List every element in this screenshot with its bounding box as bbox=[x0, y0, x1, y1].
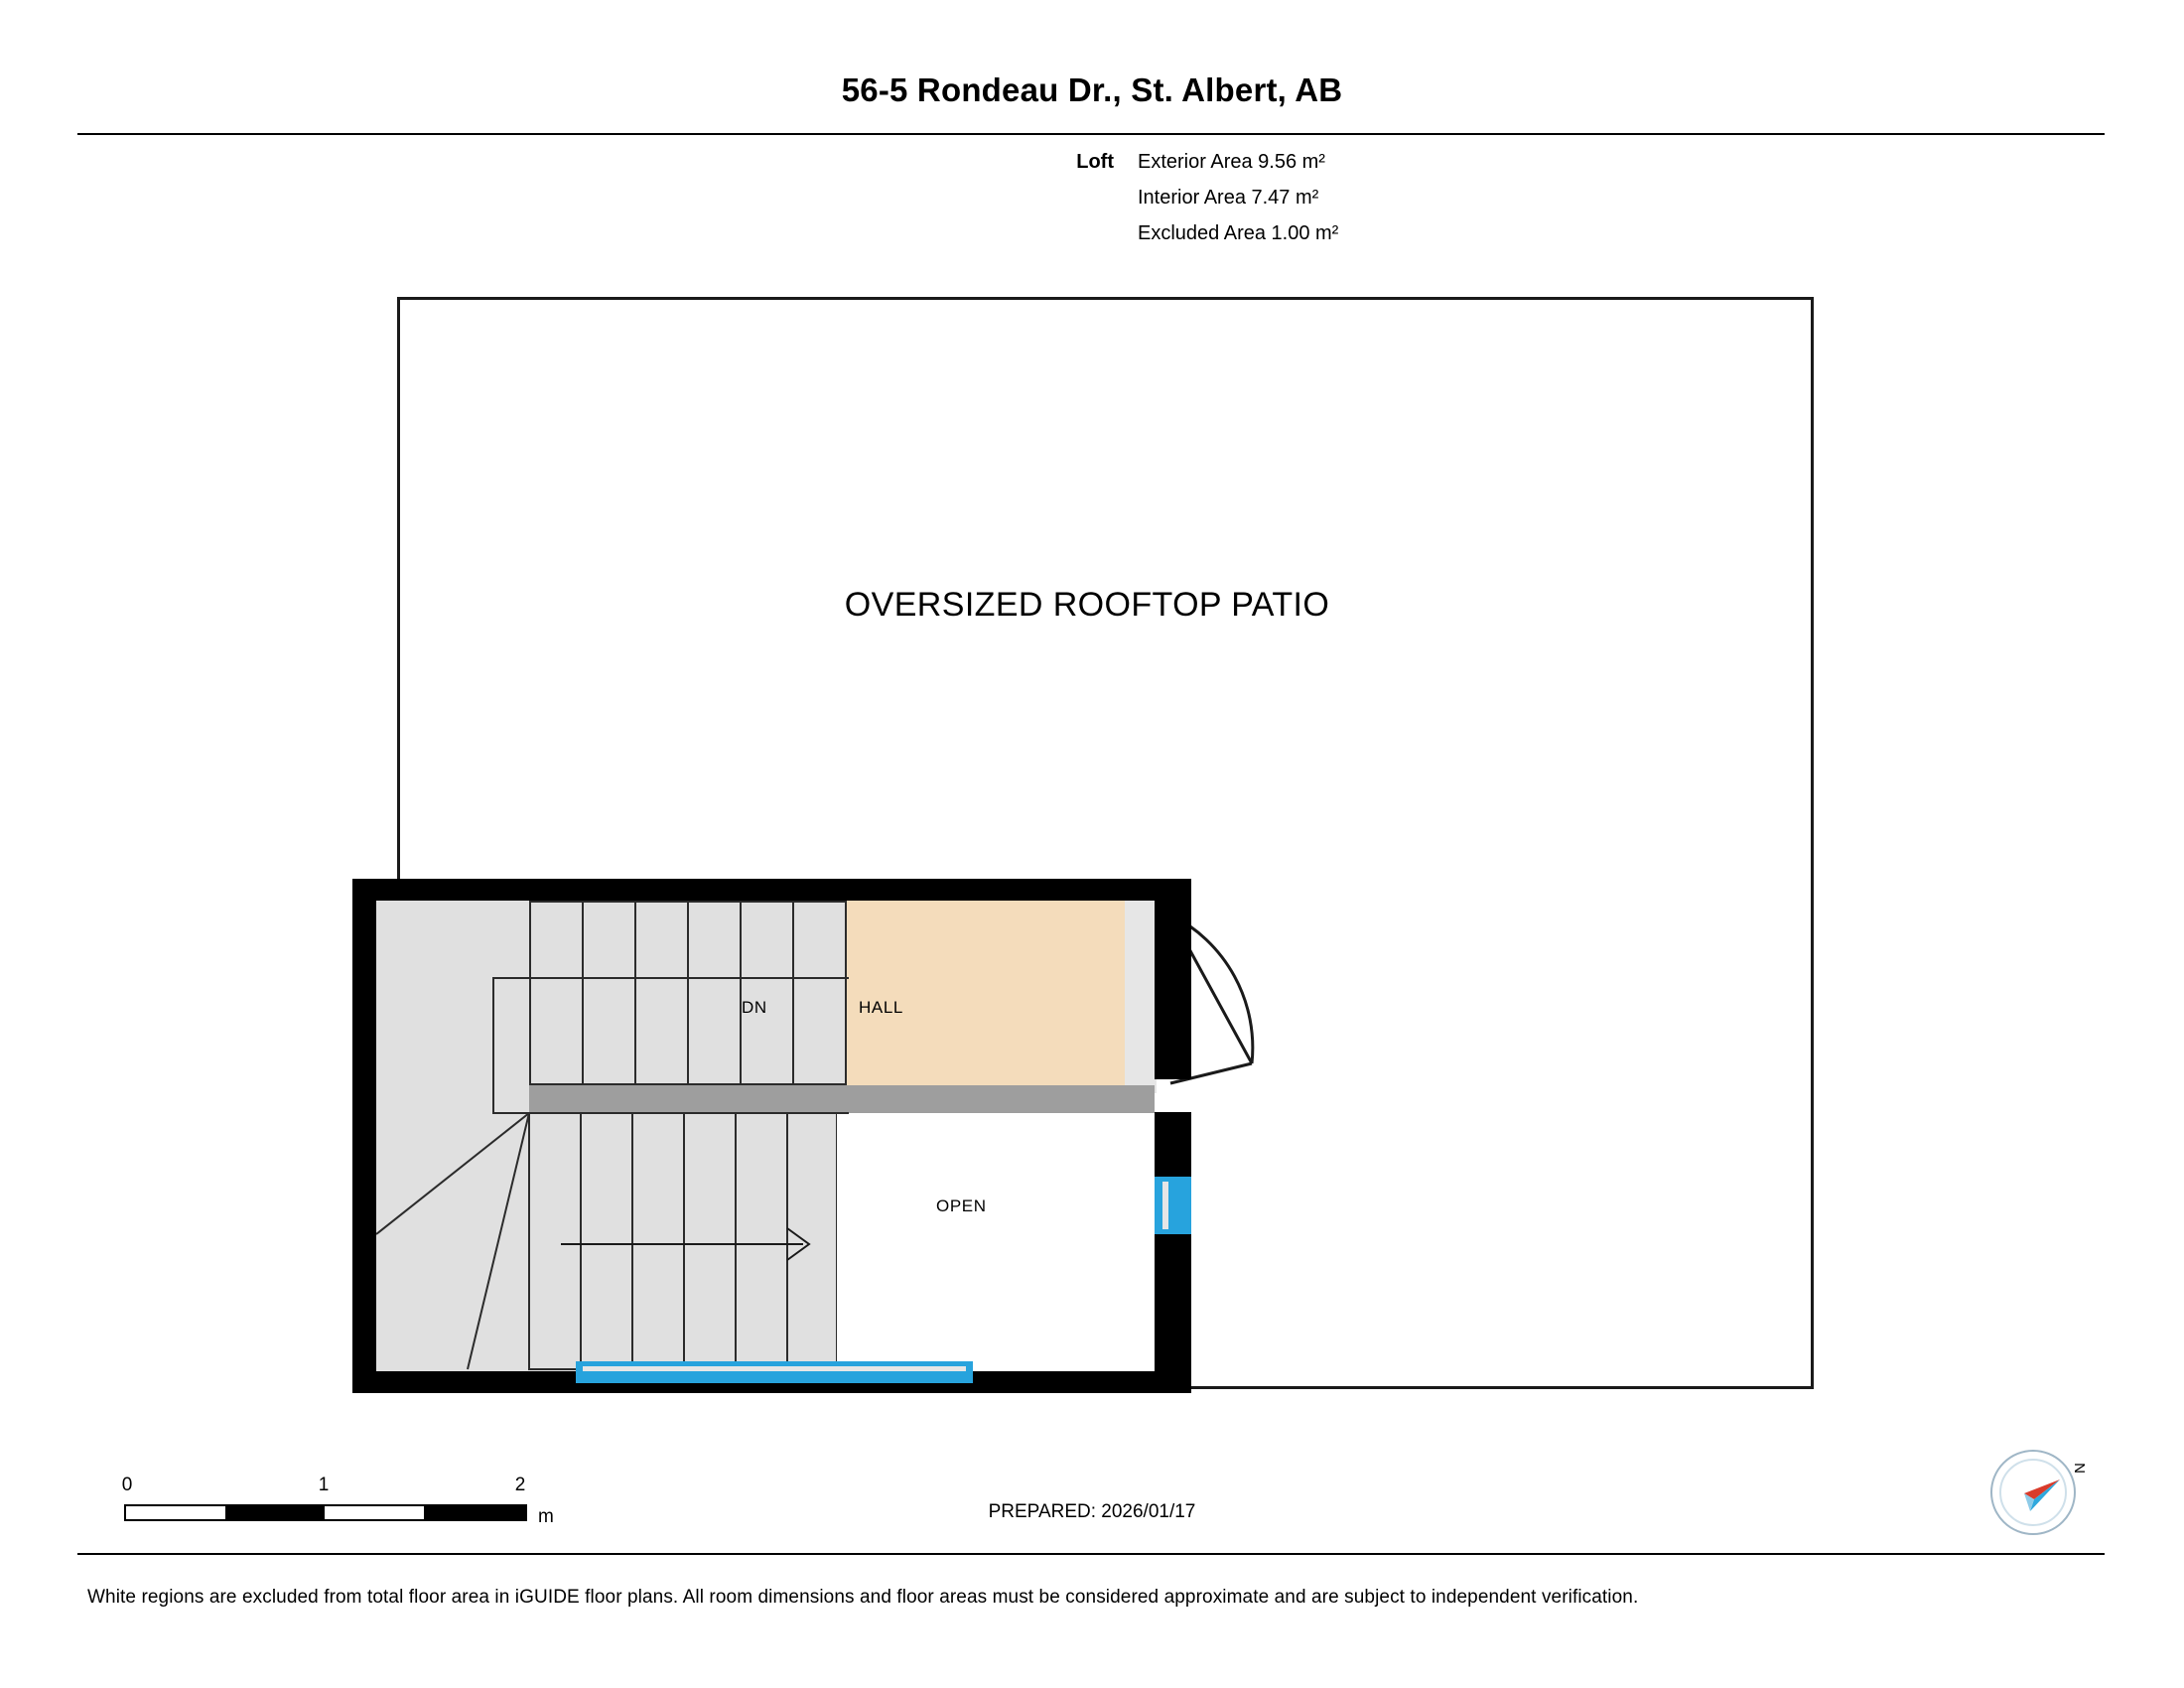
exterior-area-value: Exterior Area 9.56 m² bbox=[1138, 151, 1325, 173]
scale-unit-label: m bbox=[538, 1506, 554, 1527]
compass-rose bbox=[1990, 1450, 2088, 1539]
excluded-area-value: Excluded Area 1.00 m² bbox=[1138, 222, 1339, 244]
area-row-excluded bbox=[1052, 222, 1569, 245]
area-row-interior bbox=[1052, 187, 1569, 210]
disclaimer-text: White regions are excluded from total floor area in iGUIDE floor plans. All room dimensions and floor areas must be considered approximate and are subject to independent verification. bbox=[87, 1587, 1639, 1608]
window-right bbox=[1155, 1177, 1191, 1234]
area-summary bbox=[1052, 151, 1569, 258]
wall-right-mid bbox=[1155, 901, 1191, 1079]
loft-interior bbox=[352, 879, 1191, 1393]
header-divider bbox=[77, 133, 2105, 135]
scale-tick-2: 2 bbox=[514, 1475, 526, 1495]
floor-label: Loft bbox=[1076, 151, 1114, 173]
patio-label: OVERSIZED ROOFTOP PATIO bbox=[844, 586, 1330, 624]
scale-tick-labels bbox=[117, 1475, 534, 1498]
prepared-date: PREPARED: 2026/01/17 bbox=[988, 1501, 1196, 1522]
room-label-dn: DN bbox=[742, 998, 767, 1017]
stair-direction-arrow bbox=[561, 1224, 819, 1264]
area-row-exterior bbox=[1052, 151, 1569, 174]
scale-tick-1: 1 bbox=[318, 1475, 330, 1495]
footer-divider bbox=[77, 1553, 2105, 1555]
wall-top bbox=[352, 879, 1191, 901]
window-bottom bbox=[576, 1361, 973, 1383]
floor-plan-drawing bbox=[352, 293, 1842, 1395]
compass-north-label: N bbox=[2070, 1463, 2088, 1474]
wall-left bbox=[352, 879, 376, 1393]
room-label-open: OPEN bbox=[936, 1196, 987, 1215]
open-area-fill bbox=[837, 1105, 1155, 1371]
hall-threshold-strip bbox=[1125, 901, 1157, 1093]
compass-needle-icon bbox=[1990, 1450, 2076, 1535]
interior-area-value: Interior Area 7.47 m² bbox=[1138, 187, 1319, 209]
room-label-hall: HALL bbox=[859, 998, 903, 1017]
scale-tick-0: 0 bbox=[121, 1475, 133, 1495]
stair-winder-outline bbox=[491, 976, 849, 1115]
page-title: 56-5 Rondeau Dr., St. Albert, AB bbox=[841, 71, 1343, 108]
hall-room-fill bbox=[846, 901, 1125, 1093]
window-right-glazing bbox=[1162, 1182, 1168, 1229]
wall-right-bottom bbox=[1155, 1231, 1191, 1393]
window-bottom-glazing bbox=[583, 1366, 966, 1371]
wall-right-lower bbox=[1155, 1112, 1191, 1182]
